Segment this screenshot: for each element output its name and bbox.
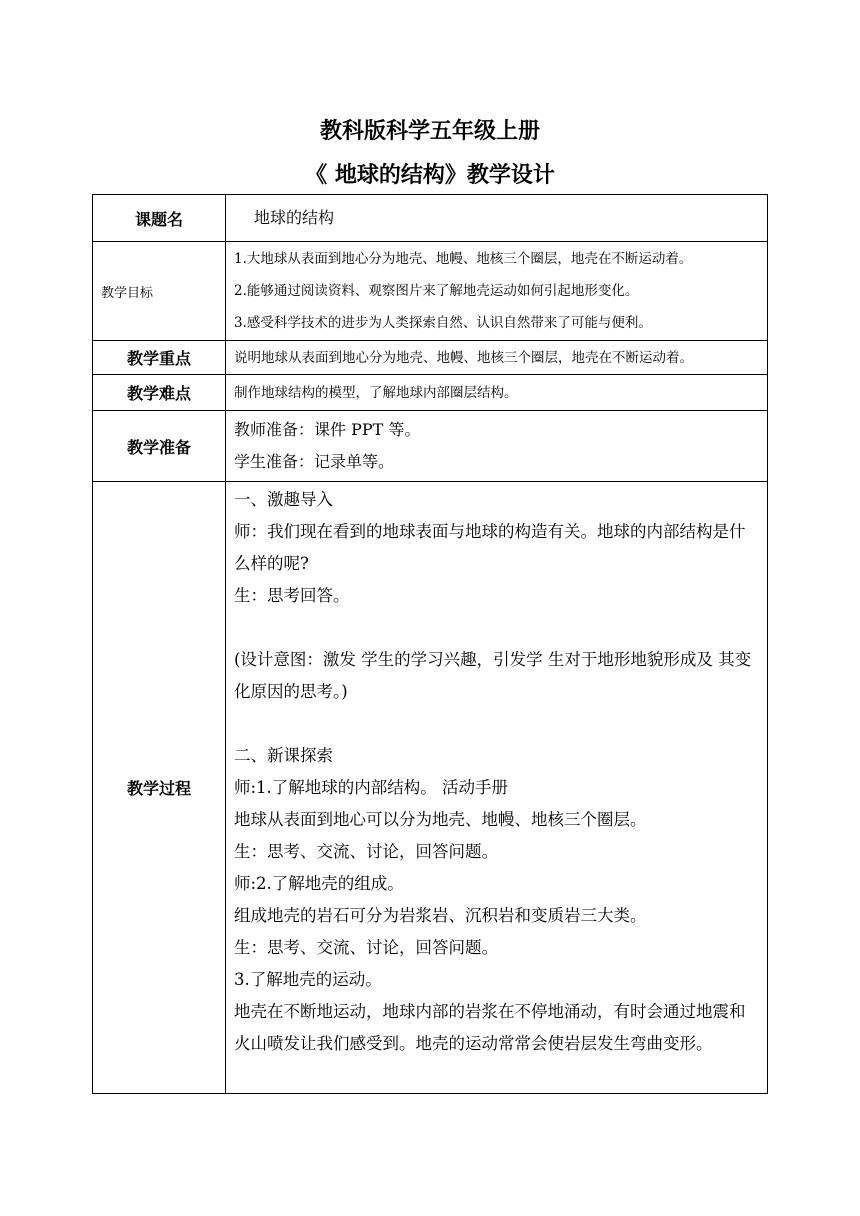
table-row <box>93 375 768 411</box>
process-body <box>234 484 761 1060</box>
content-line: 组成地壳的岩石可分为岩浆岩、沉积岩和变质岩三大类。 <box>234 906 647 925</box>
key-points-text: 说明地球从表面到地心分为地壳、地幔、地核三个圈层，地壳在不断运动着。 <box>234 349 693 366</box>
key-points-label: 教学重点 <box>93 341 226 375</box>
student-line: 生：思考、交流、讨论，回答问题。 <box>234 938 498 957</box>
objectives-value <box>226 242 768 341</box>
table-row <box>93 195 768 242</box>
student-preparation: 学生准备：记录单等。 <box>234 452 395 471</box>
step-line: 3.了解地壳的运动。 <box>234 970 382 989</box>
teacher-preparation: 教师准备：课件 PPT 等。 <box>234 420 421 439</box>
objective-item: 3.感受科学技术的进步为人类探索自然、认识自然带来了可能与便利。 <box>234 315 652 331</box>
objective-item: 2.能够通过阅读资料、观察图片来了解地壳运动如何引起地形变化。 <box>234 283 639 299</box>
process-label: 教学过程 <box>93 482 226 1094</box>
table-row <box>93 341 768 375</box>
teacher-line: 师：我们现在看到的地球表面与地球的构造有关。地球的内部结构是什么样的呢? <box>234 522 746 573</box>
topic-value <box>226 195 768 242</box>
topic-text: 地球的结构 <box>254 208 335 227</box>
lesson-plan-table <box>92 194 768 1094</box>
section-title: 二、新课探索 <box>234 746 333 765</box>
preparation-label: 教学准备 <box>93 411 226 482</box>
teacher-line: 师:1.了解地球的内部结构。 活动手册 <box>234 778 509 797</box>
difficulties-text: 制作地球结构的模型，了解地球内部圈层结构。 <box>234 384 518 401</box>
teacher-line: 师:2.了解地壳的组成。 <box>234 874 404 893</box>
design-intent: (设计意图：激发 学生的学习兴趣，引发学 生对于地形地貌形成及 其变化原因的思考。) <box>234 650 752 701</box>
content-line: 地球从表面到地心可以分为地壳、地幔、地核三个圈层。 <box>234 810 647 829</box>
table-row <box>93 411 768 482</box>
document-subtitle: 《 地球的结构》教学设计 <box>305 163 555 188</box>
topic-label: 课题名 <box>93 195 226 242</box>
objective-item: 1.大地球从表面到地心分为地壳、地幔、地核三个圈层，地壳在不断运动着。 <box>234 251 693 267</box>
content-line: 地壳在不断地运动，地球内部的岩浆在不停地涌动，有时会通过地震和火山喷发让我们感受到。地壳的运动常常会使岩层发生弯曲变形。 <box>234 1002 746 1053</box>
difficulties-value <box>226 375 768 411</box>
difficulties-label: 教学难点 <box>93 375 226 411</box>
student-line: 生：思考、交流、讨论，回答问题。 <box>234 842 498 861</box>
objectives-label: 教学目标 <box>93 242 226 341</box>
key-points-value <box>226 341 768 375</box>
section-title: 一、激趣导入 <box>234 490 333 509</box>
process-value <box>226 482 768 1094</box>
student-line: 生：思考回答。 <box>234 586 350 605</box>
table-row <box>93 242 768 341</box>
preparation-value <box>226 411 768 482</box>
table-row <box>93 482 768 1094</box>
document-title: 教科版科学五年级上册 <box>319 119 540 144</box>
